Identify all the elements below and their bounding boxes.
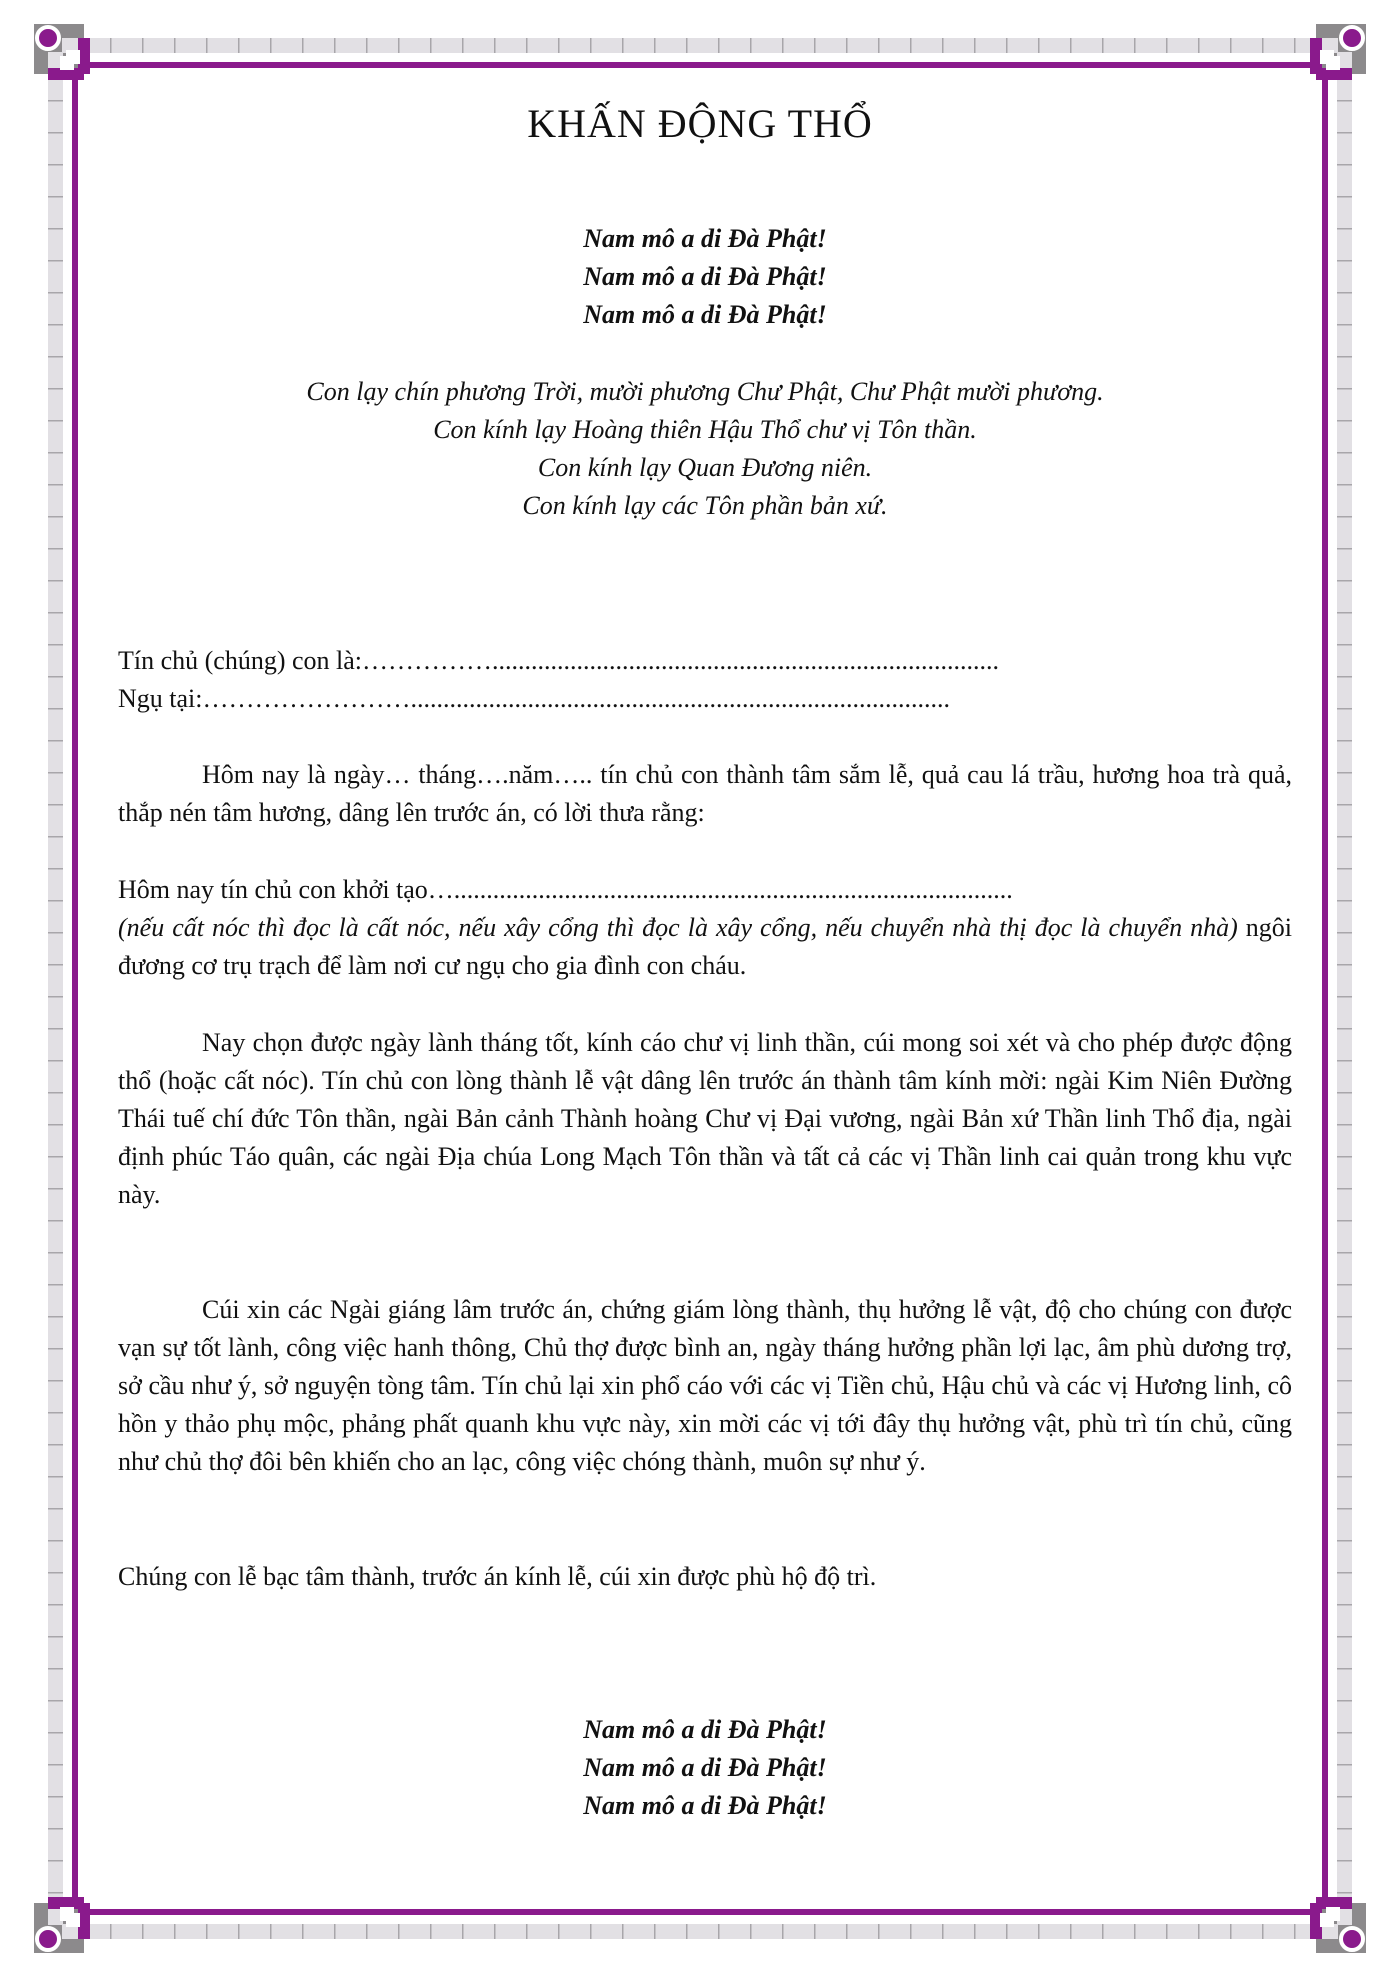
strip-divider xyxy=(1337,1828,1352,1830)
strip-divider xyxy=(206,38,208,53)
strip-divider xyxy=(1337,516,1352,518)
strip-divider xyxy=(302,1924,304,1939)
strip-divider xyxy=(48,836,63,838)
strip-divider xyxy=(1337,260,1352,262)
strip-divider xyxy=(48,1380,63,1382)
strip-divider xyxy=(622,38,624,53)
strip-divider xyxy=(1337,548,1352,550)
strip-divider xyxy=(48,196,63,198)
strip-divider xyxy=(270,38,272,53)
strip-divider xyxy=(1198,38,1200,53)
border-line-bottom xyxy=(72,1909,1328,1915)
strip-divider xyxy=(48,1316,63,1318)
strip-divider xyxy=(910,1924,912,1939)
invocation-line: Nam mô a di Đà Phật! xyxy=(583,1753,827,1782)
strip-divider xyxy=(622,1924,624,1939)
strip-divider xyxy=(1337,1092,1352,1094)
paragraph-invitation: Nay chọn được ngày lành tháng tốt, kính cáo chư vị linh thần, cúi mong soi xét và cho phép được động thổ (hoặc cất nóc). Tín chủ con lòng thành lễ vật dâng lên trước án thành tâm kính mời: ngài Kim Niên Đường Thái tuế chí đức Tôn thần, ngài Bản cảnh Thành hoàng Chư vị Đại vương, ngài Bản xứ Thần linh Thổ địa, ngài định phúc Táo quân, các ngài Địa chúa Long Mạch Tôn thần và tất cả các vị Thần linh cai quản trong khu vực này. xyxy=(118,1028,1292,1209)
corner-circle-icon xyxy=(37,1928,59,1950)
strip-divider xyxy=(48,1028,63,1030)
construction-note: (nếu cất nóc thì đọc là cất nóc, nếu xây cổng thì đọc là xây cổng, nếu chuyển nhà thị đọc là chuyển nhà) xyxy=(118,913,1238,942)
paragraph-construction xyxy=(118,871,1292,985)
strip-divider xyxy=(48,612,63,614)
strip-divider xyxy=(1337,484,1352,486)
strip-divider xyxy=(1006,1924,1008,1939)
strip-divider xyxy=(1337,1572,1352,1574)
strip-divider xyxy=(526,1924,528,1939)
strip-divider xyxy=(48,1412,63,1414)
strip-divider xyxy=(1294,38,1296,53)
strip-divider xyxy=(48,1124,63,1126)
strip-divider xyxy=(398,38,400,53)
strip-divider xyxy=(814,1924,816,1939)
corner-square xyxy=(1326,56,1340,70)
strip-divider xyxy=(48,484,63,486)
invocation-line: Nam mô a di Đà Phật! xyxy=(583,262,827,291)
strip-divider xyxy=(206,1924,208,1939)
page-title: KHẤN ĐỘNG THỔ xyxy=(527,101,873,146)
strip-divider xyxy=(48,228,63,230)
strip-divider xyxy=(1294,1924,1296,1939)
strip-divider xyxy=(48,1700,63,1702)
border-line-top xyxy=(72,62,1328,68)
strip-divider xyxy=(1337,644,1352,646)
strip-divider xyxy=(142,38,144,53)
strip-divider xyxy=(1230,1924,1232,1939)
strip-divider xyxy=(974,1924,976,1939)
strip-divider xyxy=(1337,1380,1352,1382)
strip-divider xyxy=(48,292,63,294)
name-field-line: Tín chủ (chúng) con là:…………….............................................................................. xyxy=(118,646,1000,675)
strip-divider xyxy=(526,38,528,53)
strip-divider xyxy=(558,1924,560,1939)
corner-square xyxy=(60,1907,74,1921)
corner-circle-icon xyxy=(1341,1928,1363,1950)
strip-divider xyxy=(1337,1284,1352,1286)
strip-divider xyxy=(718,1924,720,1939)
strip-divider xyxy=(1337,388,1352,390)
strip-divider xyxy=(942,38,944,53)
paragraph-closing: Chúng con lễ bạc tâm thành, trước án kính lễ, cúi xin được phù hộ độ trì. xyxy=(118,1562,877,1591)
strip-divider xyxy=(1262,1924,1264,1939)
strip-divider xyxy=(686,1924,688,1939)
strip-divider xyxy=(782,1924,784,1939)
strip-divider xyxy=(1337,1060,1352,1062)
strip-divider xyxy=(1337,740,1352,742)
strip-divider xyxy=(718,38,720,53)
strip-divider xyxy=(1337,1700,1352,1702)
corner-circle-icon xyxy=(1341,27,1363,49)
strip-divider xyxy=(48,516,63,518)
strip-divider xyxy=(48,1796,63,1798)
strip-divider xyxy=(1337,1028,1352,1030)
strip-divider xyxy=(1038,1924,1040,1939)
strip-divider xyxy=(1337,228,1352,230)
strip-divider xyxy=(1337,836,1352,838)
salutation-line: Con kính lạy Quan Đương niên. xyxy=(537,453,873,482)
form-fields xyxy=(118,642,1292,718)
strip-divider xyxy=(1337,1636,1352,1638)
strip-divider xyxy=(48,1508,63,1510)
strip-divider xyxy=(48,740,63,742)
strip-divider xyxy=(1337,1796,1352,1798)
strip-divider xyxy=(1337,1668,1352,1670)
strip-divider xyxy=(48,1636,63,1638)
strip-divider xyxy=(494,38,496,53)
strip-divider xyxy=(366,38,368,53)
strip-divider xyxy=(1337,612,1352,614)
opening-invocation xyxy=(118,220,1292,334)
strip-divider xyxy=(558,38,560,53)
strip-divider xyxy=(48,1284,63,1286)
strip-divider xyxy=(1337,452,1352,454)
strip-divider xyxy=(48,324,63,326)
strip-divider xyxy=(48,644,63,646)
strip-divider xyxy=(750,38,752,53)
strip-divider xyxy=(1337,1444,1352,1446)
strip-divider xyxy=(1337,420,1352,422)
strip-divider xyxy=(48,1060,63,1062)
strip-divider xyxy=(48,772,63,774)
strip-divider xyxy=(1337,292,1352,294)
strip-divider xyxy=(48,388,63,390)
strip-divider xyxy=(878,1924,880,1939)
strip-divider xyxy=(1337,900,1352,902)
strip-divider xyxy=(1337,356,1352,358)
strip-divider xyxy=(1230,38,1232,53)
strip-divider xyxy=(48,1860,63,1862)
strip-divider xyxy=(878,38,880,53)
strip-divider xyxy=(1337,932,1352,934)
strip-divider xyxy=(782,38,784,53)
strip-divider xyxy=(1337,868,1352,870)
strip-divider xyxy=(1337,324,1352,326)
strip-divider xyxy=(270,1924,272,1939)
salutation-line: Con kính lạy Hoàng thiên Hậu Thổ chư vị Tôn thần. xyxy=(433,415,977,444)
strip-divider xyxy=(238,38,240,53)
strip-divider xyxy=(1337,708,1352,710)
strip-divider xyxy=(1337,1764,1352,1766)
paragraph-prayer: Cúi xin các Ngài giáng lâm trước án, chứng giám lòng thành, thụ hưởng lễ vật, độ cho chúng con được vạn sự tốt lành, công việc hanh thông, Chủ thợ được bình an, ngày tháng hưởng phần lợi lạc, âm phù dương trợ, sở cầu như ý, sở nguyện tòng tâm. Tín chủ lại xin phổ cáo với các vị Tiền chủ, Hậu chủ và các vị Hương linh, cô hồn y thảo phụ mộc, phảng phất quanh khu vực này, xin mời các vị tới đây thụ hưởng vật, phù trì tín chủ, cũng như chủ thợ đôi bên khiến cho an lạc, công việc chóng thành, muôn sự như ý. xyxy=(118,1295,1292,1476)
strip-divider xyxy=(48,868,63,870)
strip-divider xyxy=(238,1924,240,1939)
invocation-line: Nam mô a di Đà Phật! xyxy=(583,300,827,329)
strip-divider xyxy=(654,1924,656,1939)
strip-divider xyxy=(48,964,63,966)
strip-divider xyxy=(1337,1892,1352,1894)
strip-divider xyxy=(48,1668,63,1670)
strip-divider xyxy=(48,900,63,902)
strip-divider xyxy=(1134,38,1136,53)
invocation-line: Nam mô a di Đà Phật! xyxy=(583,1715,827,1744)
strip-divider xyxy=(48,1444,63,1446)
strip-divider xyxy=(1337,1476,1352,1478)
strip-divider xyxy=(48,1092,63,1094)
strip-divider xyxy=(1262,38,1264,53)
paragraph-date: Hôm nay là ngày… tháng….năm….. tín chủ con thành tâm sắm lễ, quả cau lá trầu, hương hoa trà quả, thắp nén tâm hương, dâng lên trước án, có lời thưa rằng: xyxy=(118,760,1292,827)
strip-divider xyxy=(48,1892,63,1894)
strip-divider xyxy=(1337,196,1352,198)
strip-divider xyxy=(1337,1252,1352,1254)
strip-divider xyxy=(302,38,304,53)
strip-divider xyxy=(48,932,63,934)
strip-divider xyxy=(430,38,432,53)
strip-divider xyxy=(1166,1924,1168,1939)
strip-divider xyxy=(110,1924,112,1939)
corner-square xyxy=(60,56,74,70)
strip-divider xyxy=(48,1348,63,1350)
strip-divider xyxy=(48,420,63,422)
closing-invocation xyxy=(118,1711,1292,1825)
strip-divider xyxy=(1337,164,1352,166)
strip-divider xyxy=(1102,38,1104,53)
strip-divider xyxy=(48,996,63,998)
strip-divider xyxy=(1070,1924,1072,1939)
strip-divider xyxy=(110,38,112,53)
strip-divider xyxy=(334,38,336,53)
strip-divider xyxy=(814,38,816,53)
border-line-left xyxy=(72,62,78,1915)
strip-divider xyxy=(48,1572,63,1574)
strip-divider xyxy=(1006,38,1008,53)
border-line-right xyxy=(1322,62,1328,1915)
strip-divider xyxy=(1337,772,1352,774)
strip-divider xyxy=(1337,804,1352,806)
strip-divider xyxy=(1337,676,1352,678)
strip-divider xyxy=(1337,1316,1352,1318)
construction-line: Hôm nay tín chủ con khởi tạo…...................................................................................... xyxy=(118,875,1013,904)
strip-divider xyxy=(1337,1860,1352,1862)
strip-divider xyxy=(48,1156,63,1158)
strip-divider xyxy=(1337,1220,1352,1222)
salutation-line: Con lạy chín phương Trời, mười phương Chư Phật, Chư Phật mười phương. xyxy=(306,377,1104,406)
strip-divider xyxy=(48,1476,63,1478)
strip-divider xyxy=(1337,1540,1352,1542)
strip-divider xyxy=(590,1924,592,1939)
strip-divider xyxy=(1337,1124,1352,1126)
salutations xyxy=(118,373,1292,525)
strip-divider xyxy=(1102,1924,1104,1939)
strip-divider xyxy=(142,1924,144,1939)
strip-divider xyxy=(48,356,63,358)
strip-divider xyxy=(334,1924,336,1939)
strip-divider xyxy=(1038,38,1040,53)
strip-divider xyxy=(686,38,688,53)
construction-end: ngôi đương cơ trụ trạch để làm nơi cư ngụ cho gia đình con cháu. xyxy=(118,913,1292,980)
strip-divider xyxy=(430,1924,432,1939)
corner-circle-icon xyxy=(37,27,59,49)
strip-divider xyxy=(590,38,592,53)
strip-divider xyxy=(846,1924,848,1939)
strip-divider xyxy=(1337,1508,1352,1510)
salutation-line: Con kính lạy các Tôn phần bản xứ. xyxy=(522,491,888,520)
strip-divider xyxy=(910,38,912,53)
strip-divider xyxy=(1337,1604,1352,1606)
strip-divider xyxy=(48,804,63,806)
strip-divider xyxy=(48,164,63,166)
strip-divider xyxy=(974,38,976,53)
strip-divider xyxy=(1166,38,1168,53)
strip-divider xyxy=(174,38,176,53)
strip-divider xyxy=(846,38,848,53)
strip-divider xyxy=(48,676,63,678)
strip-divider xyxy=(366,1924,368,1939)
strip-divider xyxy=(1337,964,1352,966)
corner-square xyxy=(1326,1907,1340,1921)
strip-divider xyxy=(1337,1732,1352,1734)
strip-divider xyxy=(48,548,63,550)
strip-divider xyxy=(48,580,63,582)
strip-divider xyxy=(1337,1156,1352,1158)
strip-divider xyxy=(1337,996,1352,998)
strip-divider xyxy=(48,260,63,262)
border-strip-right xyxy=(1337,68,1352,1909)
strip-divider xyxy=(1134,1924,1136,1939)
strip-divider xyxy=(1337,1188,1352,1190)
address-field-line: Ngụ tại:……………………................................................................................... xyxy=(118,684,950,713)
strip-divider xyxy=(48,1732,63,1734)
strip-divider xyxy=(1198,1924,1200,1939)
strip-divider xyxy=(1337,1412,1352,1414)
strip-divider xyxy=(48,1540,63,1542)
strip-divider xyxy=(398,1924,400,1939)
strip-divider xyxy=(1070,38,1072,53)
strip-divider xyxy=(48,1764,63,1766)
invocation-line: Nam mô a di Đà Phật! xyxy=(583,224,827,253)
strip-divider xyxy=(48,452,63,454)
strip-divider xyxy=(48,1188,63,1190)
strip-divider xyxy=(174,1924,176,1939)
strip-divider xyxy=(750,1924,752,1939)
invocation-line: Nam mô a di Đà Phật! xyxy=(583,1791,827,1820)
strip-divider xyxy=(654,38,656,53)
strip-divider xyxy=(1337,580,1352,582)
strip-divider xyxy=(494,1924,496,1939)
strip-divider xyxy=(942,1924,944,1939)
strip-divider xyxy=(48,1828,63,1830)
strip-divider xyxy=(462,38,464,53)
strip-divider xyxy=(462,1924,464,1939)
strip-divider xyxy=(48,1604,63,1606)
strip-divider xyxy=(48,1252,63,1254)
strip-divider xyxy=(1337,1348,1352,1350)
strip-divider xyxy=(48,708,63,710)
border-strip-left xyxy=(48,68,63,1909)
strip-divider xyxy=(48,1220,63,1222)
